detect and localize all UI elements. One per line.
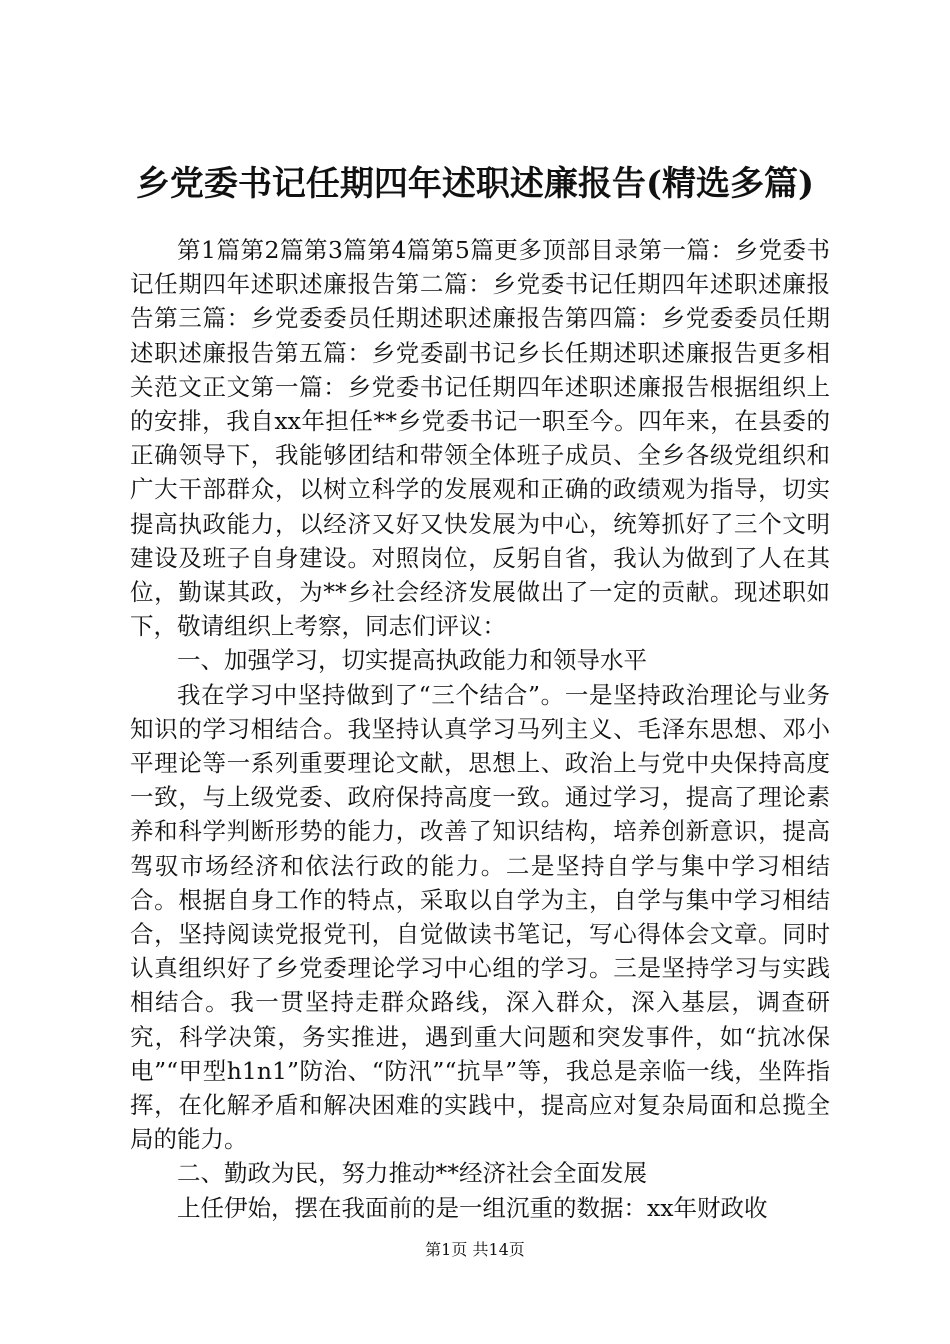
paragraph-intro: 第1篇第2篇第3篇第4篇第5篇更多顶部目录第一篇：乡党委书记任期四年述职述廉报告第二篇：乡党委书记任期四年述职述廉报告第三篇：乡党委委员任期述职述廉报告第四篇：乡党委委员任期述职述廉报告第五篇：乡党委副书记乡长任期述职述廉报告更多相关范文正文第一篇：乡党委书记任期四年述职述廉报告根据组织上的安排，我自xx年担任**乡党委书记一职至今。四年来，在县委的正确领导下，我能够团结和带领全体班子成员、全乡各级党组织和广大干部群众，以树立科学的发展观和正确的政绩观为指导，切实提高执政能力，以经济又好又快发展为中心，统筹抓好了三个文明建设及班子自身建设。对照岗位，反躬自省，我认为做到了人在其位，勤谋其政，为**乡社会经济发展做出了一定的贡献。现述职如下，敬请组织上考察，同志们评议：	[130, 236, 830, 641]
page-number-footer: 第1页 共14页	[425, 1240, 525, 1259]
paragraph-economy: 上任伊始，摆在我面前的是一组沉重的数据：xx年财政收	[177, 1193, 768, 1222]
document-title: 乡党委书记任期四年述职述廉报告(精选多篇)	[135, 164, 815, 204]
paragraph-study: 我在学习中坚持做到了“三个结合”。一是坚持政治理论与业务知识的学习相结合。我坚持认真学习马列主义、毛泽东思想、邓小平理论等一系列重要理论文献，思想上、政治上与党中央保持高度一致，与上级党委、政府保持高度一致。通过学习，提高了理论素养和科学判断形势的能力，改善了知识结构，培养创新意识，提高驾驭市场经济和依法行政的能力。二是坚持自学与集中学习相结合。根据自身工作的特点，采取以自学为主，自学与集中学习相结合，坚持阅读党报党刊，自觉做读书笔记，写心得体会文章。同时认真组织好了乡党委理论学习中心组的学习。三是坚持学习与实践相结合。我一贯坚持走群众路线，深入群众，深入基层，调查研究，科学决策，务实推进，遇到重大问题和突发事件，如“抗冰保电”“甲型h1n1”防治、“防汛”“抗旱”等，我总是亲临一线，坐阵指挥，在化解矛盾和解决困难的实践中，提高应对复杂局面和总揽全局的能力。	[130, 680, 830, 1154]
document-body	[130, 233, 830, 1225]
section-heading-1: 一、加强学习，切实提高执政能力和领导水平	[177, 646, 647, 675]
section-heading-2: 二、勤政为民，努力推动**经济社会全面发展	[177, 1159, 647, 1188]
